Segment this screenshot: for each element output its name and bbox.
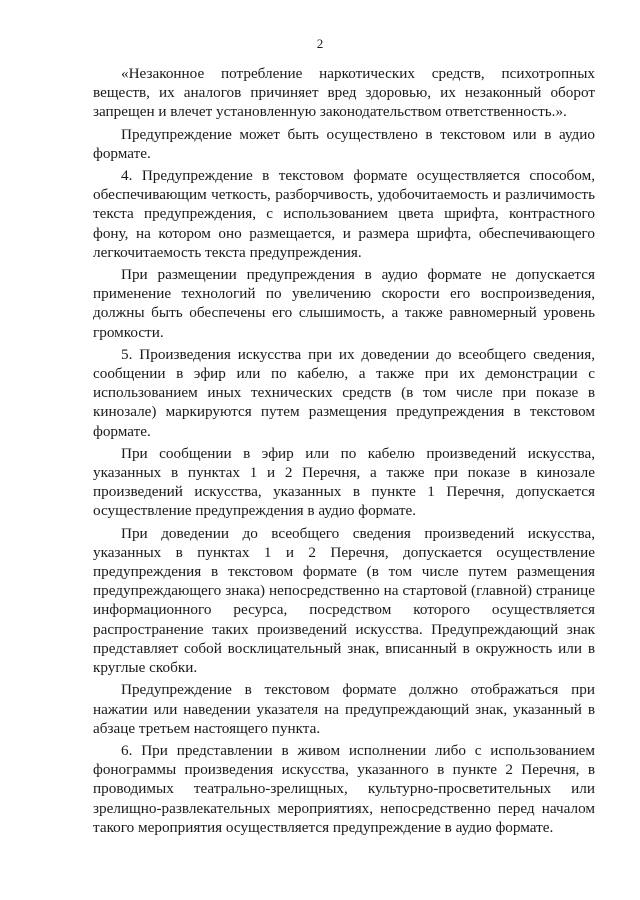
- paragraph-item-6: 6. При представлении в живом исполнении либо с использованием фонограммы произведения искусства, указанного в пункте 2 Перечня, в проводимых театрально-зрелищных, культурно-просветительных или зрелищно-развлекательных мероприятиях, непосредственно перед началом такого мероприятия осуществляется предупреждение в аудио формате.: [93, 741, 595, 836]
- paragraph-warning-quote: «Незаконное потребление наркотических средств, психотропных веществ, их аналогов причиняет вред здоровью, их незаконный оборот запрещен и влечет установленную законодательством ответственность.».: [93, 65, 595, 121]
- paragraph-item-5: 5. Произведения искусства при их доведении до всеобщего сведения, сообщении в эфир или по кабелю, а также при их демонстрации с использованием иных технических средств (в том числе при показе в кинозале) маркируются путем размещения предупреждения в текстовом формате.: [93, 345, 595, 440]
- paragraph-item-4: 4. Предупреждение в текстовом формате осуществляется способом, обеспечивающим четкость, разборчивость, удобочитаемость и различимость текста предупреждения, с использованием цвета шрифта, контрастного фону, на котором оно размещается, и размера шрифта, обеспечивающего легкочитаемость текста предупреждения.: [93, 167, 595, 261]
- paragraph-broadcast-audio: При сообщении в эфир или по кабелю произведений искусства, указанных в пунктах 1 и 2 Перечня, а также при показе в кинозале произведений искусства, указанных в пункте 1 Перечня, допускается осуществление предупреждения в аудио формате.: [93, 444, 595, 520]
- paragraph-warning-format: Предупреждение может быть осуществлено в текстовом или в аудио формате.: [93, 125, 595, 162]
- page-number: 2: [316, 36, 324, 51]
- document-body: [93, 64, 595, 839]
- paragraph-warning-sign: При доведении до всеобщего сведения произведений искусства, указанных в пунктах 1 и 2 Перечня, допускается осуществление предупреждения в текстовом формате (в том числе путем размещения предупреждающего знака) непосредственно на стартовой (главной) странице информационного ресурса, посредством которого осуществляется распространение таких произведений искусства. Предупреждающий знак представляет собой восклицательный знак, вписанный в окружность или в круглые скобки.: [93, 524, 595, 677]
- paragraph-hover-display: Предупреждение в текстовом формате должно отображаться при нажатии или наведении указателя на предупреждающий знак, указанный в абзаце третьем настоящего пункта.: [93, 681, 595, 737]
- paragraph-audio-requirements: При размещении предупреждения в аудио формате не допускается применение технологий по увеличению скорости его воспроизведения, должны быть обеспечены его слышимость, а также равномерный уровень громкости.: [93, 266, 595, 341]
